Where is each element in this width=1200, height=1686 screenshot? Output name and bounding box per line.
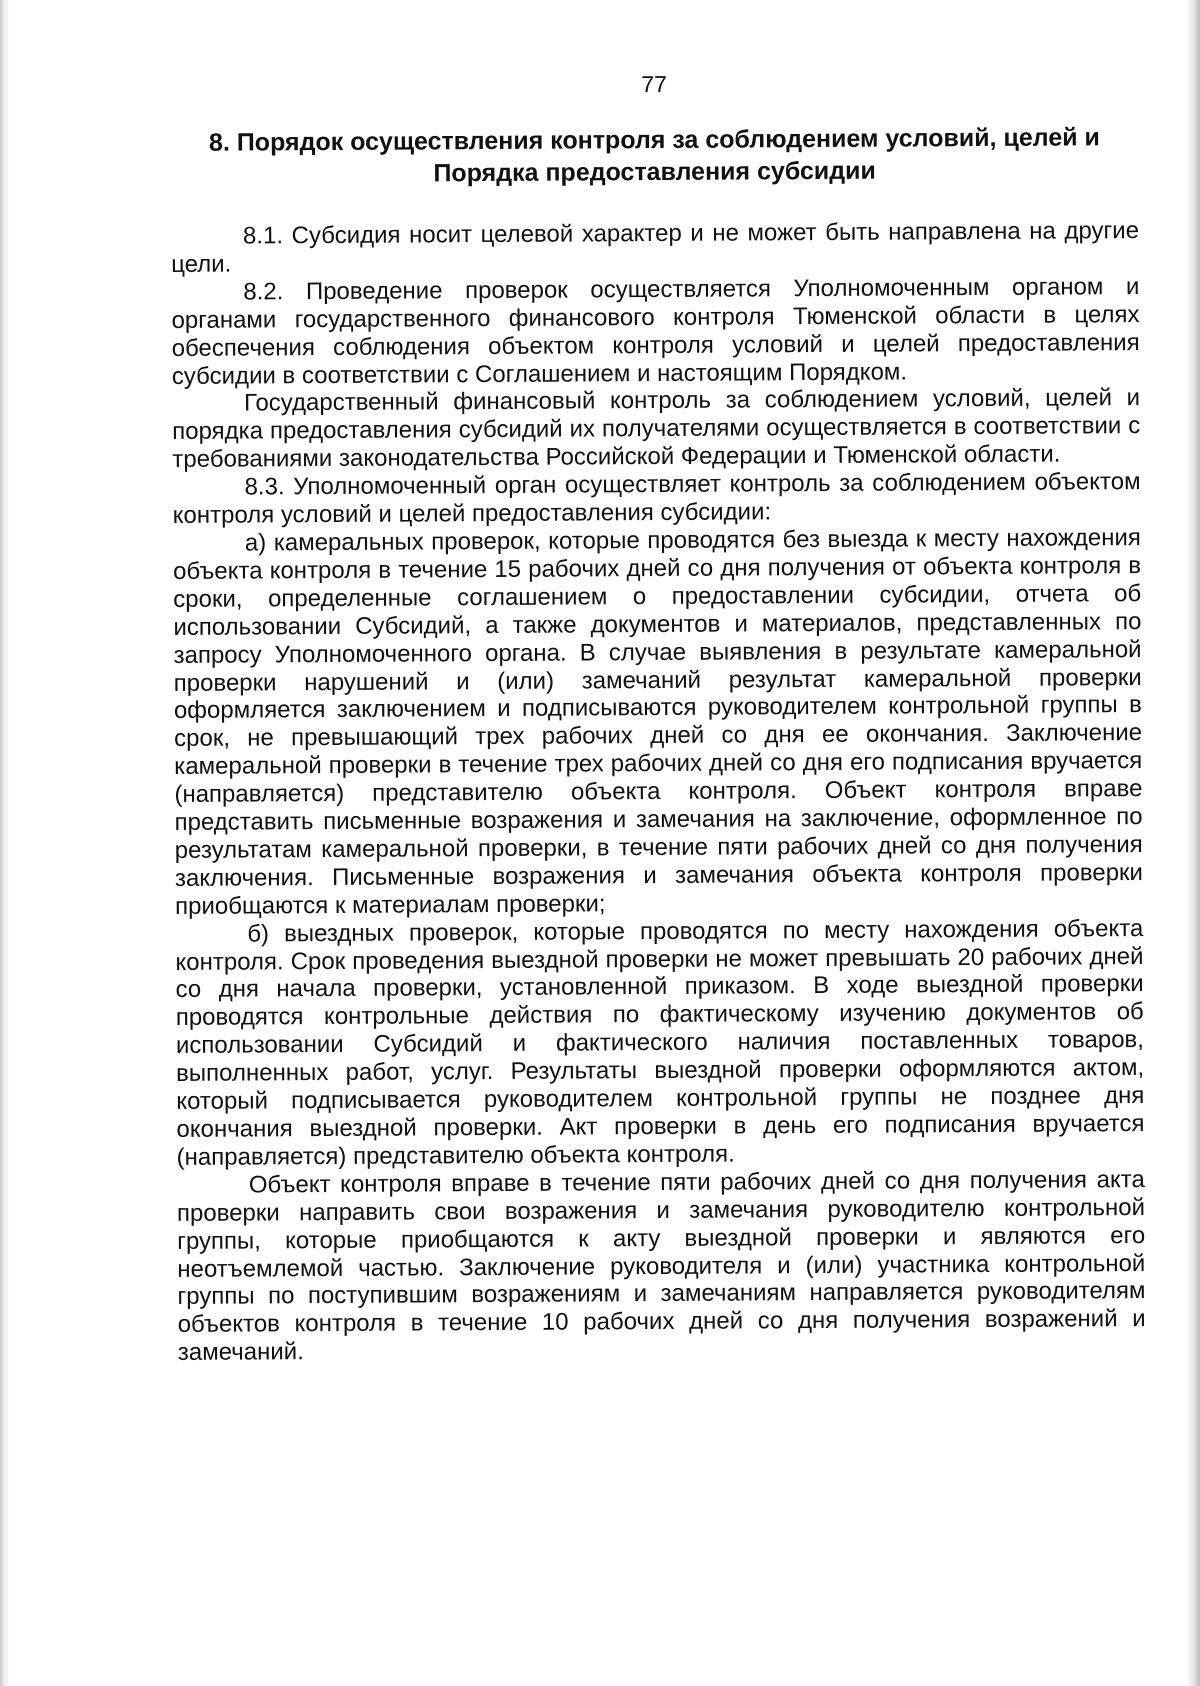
section-title: 8. Порядок осуществления контроля за соблюдением условий, целей и Порядка предоставления субсидии <box>208 123 1100 188</box>
paragraph-desk-audits: а) камеральных проверок, которые проводятся без выезда к месту нахождения объекта контроля в течение 15 рабочих дней со дня получения от объекта контроля в сроки, определенные соглашением о предоставлении субсидии, отчета об использовании Субсидий, а также документов и материалов, представленных по запросу Уполномоченного органа. В случае выявления в результате камеральной проверки нарушений и (или) замечаний результат камеральной проверки оформляется заключением и подписываются руководителем контрольной группы в срок, не превышающий трех рабочих дней со дня ее окончания. Заключение камеральной проверки в течение трех рабочих дней со дня его подписания вручается (направляется) представителю объекта контроля. Объект контроля вправе представить письменные возражения и замечания на заключение, оформленное по результатам камеральной проверки, в течение пяти рабочих дней со дня получения заключения. Письменные возражения и замечания объекта контроля проверки приобщаются к материалам проверки; <box>172 524 1143 920</box>
document-page <box>170 67 1148 1673</box>
paragraph-field-audits: б) выездных проверок, которые проводятся по месту нахождения объекта контроля. Срок проведения выездной проверки не может превышать 20 рабочих дней со дня начала проверки, установленной приказом. В ходе выездной проверки проводятся контрольные действия по фактическому изучению документов об использовании Субсидий и фактического наличия поставленных товаров, выполненных работ, услуг. Результаты выездной проверки оформляются актом, который подписывается руководителем контрольной группы не позднее дня окончания выездной проверки. Акт проверки в день его подписания вручается (направляется) представителю объекта контроля. <box>175 914 1145 1171</box>
scan-edge-right <box>1186 0 1200 1686</box>
paragraph-state-control: Государственный финансовый контроль за соблюдением условий, целей и порядка предоставления субсидий их получателями осуществляется в соответствии с требованиями законодательства Российской Федерации и Тюменской области. <box>172 384 1141 474</box>
scan-edge-left <box>0 0 10 1686</box>
paragraph-8-1: 8.1. Субсидия носит целевой характер и не может быть направлена на другие цели. <box>171 217 1140 278</box>
page-number: 77 <box>641 70 667 98</box>
paragraph-8-3: 8.3. Уполномоченный орган осуществляет контроль за соблюдением объектом контроля условий и целей предоставления субсидии: <box>172 468 1141 530</box>
paragraph-objections: Объект контроля вправе в течение пяти рабочих дней со дня получения акта проверки направить свои возражения и замечания руководителю контрольной группы, которые приобщаются к акту выездной проверки и являются его неотъемлемой частью. Заключение руководителя и (или) участника контрольной группы по поступившим возражениям и замечаниям направляется руководителям объектов контроля в течение 10 рабочих дней со дня получения возражений и замечаний. <box>176 1165 1146 1367</box>
paragraph-8-2: 8.2. Проведение проверок осуществляется Уполномоченным органом и органами государственного финансового контроля Тюменской области в целях обеспечения соблюдения объектом контроля условий и целей предоставления субсидии в соответствии с Соглашением и настоящим Порядком. <box>171 272 1140 390</box>
